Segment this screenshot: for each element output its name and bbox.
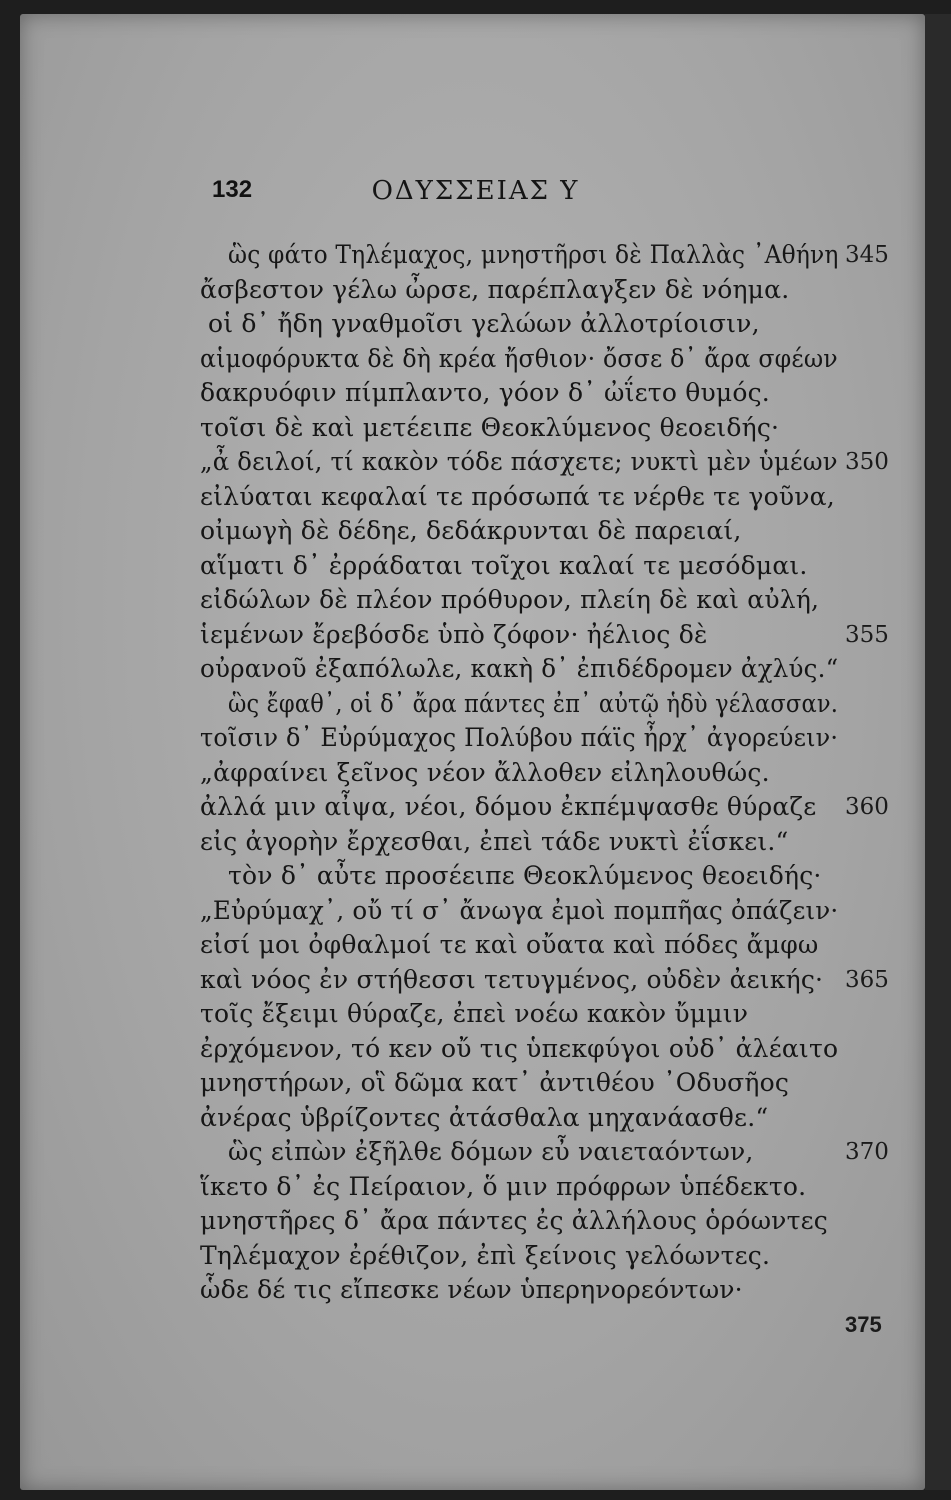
line-number: 375 [845, 1311, 882, 1337]
verse-line: ἱεμένων ἔρεβόσδε ὑπὸ ζόφον· ἠέλιος δὲ [200, 619, 708, 649]
verse-line: ἄσβεστον γέλω ὦρσε, παρέπλαγξεν δὲ νόημα. [200, 274, 790, 304]
page-number: 132 [212, 176, 253, 203]
verse-line: ἀνέρας ὑβρίζοντες ἀτάσθαλα μηχανάασθε.“ [200, 1102, 769, 1132]
verse-line: εἰλύαται κεφαλαί τε πρόσωπά τε νέρθε τε γοῦνα, [200, 481, 835, 511]
verse-line: οἱ δ᾿ ἤδη γναθμοῖσι γελώων ἀλλοτρίοισιν, [208, 309, 760, 338]
verse-line: μνηστήρων, οἳ δῶμα κατ᾿ ἀντιθέου ᾿Οδυσῆος [200, 1068, 790, 1097]
verse-line: καὶ νόος ἐν στήθεσσι τετυγμένος, οὐδὲν ἀεικής· [200, 964, 824, 994]
verse-line: „Εὐρύμαχ᾿, οὔ τί σ᾿ ἄνωγα ἐμοὶ πομπῆας ὀπάζειν· [200, 895, 839, 925]
page-header [0, 176, 951, 216]
verse-line: τοῖσι δὲ καὶ μετέειπε Θεοκλύμενος θεοειδής· [200, 412, 780, 442]
verse-line: ὣς φάτο Τηλέμαχος, μνηστῆρσι δὲ Παλλὰς ᾿Αθήνη [228, 240, 839, 269]
line-number: 370 [845, 1139, 889, 1165]
verse-line: ἵκετο δ᾿ ἐς Πείραιον, ὅ μιν πρόφρων ὑπέδεκτο. [200, 1171, 807, 1201]
verse-line: τοῖς ἔξειμι θύραζε, ἐπεὶ νοέω κακὸν ὔμμιν [200, 999, 749, 1028]
verse-line: οἰμωγὴ δὲ δέδηε, δεδάκρυνται δὲ παρειαί, [200, 516, 742, 545]
running-title: ΟΔΥΣΣΕΙΑΣ Υ [371, 176, 580, 206]
verse-line: οὐρανοῦ ἐξαπόλωλε, κακὴ δ᾿ ἐπιδέδρομεν ἀχλύς.“ [200, 654, 839, 683]
verse-line: „ἆ δειλοί, τί κακὸν τόδε πάσχετε; νυκτὶ μὲν ὑμέων [200, 447, 838, 476]
verse-line: δακρυόφιν πίμπλαντο, γόον δ᾿ ὠΐετο θυμός. [200, 378, 770, 407]
verse-line: εἰς ἀγορὴν ἔρχεσθαι, ἐπεὶ τάδε νυκτὶ ἐΐσκει.“ [200, 826, 789, 856]
verse-line: μνηστῆρες δ᾿ ἄρα πάντες ἐς ἀλλήλους ὁρόωντες [200, 1206, 828, 1235]
verse-line: ὧδε δέ τις εἴπεσκε νέων ὑπερηνορεόντων· [200, 1275, 743, 1304]
page-edge-shadow [925, 14, 951, 1490]
verse-line: τὸν δ᾿ αὖτε προσέειπε Θεοκλύμενος θεοειδής· [228, 861, 822, 890]
line-number: 350 [845, 449, 889, 475]
verse-line: ἐρχόμενον, τό κεν οὔ τις ὑπεκφύγοι οὐδ᾿ ἀλέαιτο [200, 1033, 839, 1063]
verse-line: Τηλέμαχον ἐρέθιζον, ἐπὶ ξείνοις γελόωντες. [200, 1240, 771, 1270]
verse-line: ὣς εἰπὼν ἐξῆλθε δόμων εὖ ναιεταόντων, [228, 1137, 754, 1166]
line-number: 365 [845, 966, 889, 993]
verse-line: ἀλλά μιν αἶψα, νέοι, δόμου ἐκπέμψασθε θύραζε [200, 792, 817, 821]
verse-line: αἱμοφόρυκτα δὲ δὴ κρέα ἤσθιον· ὄσσε δ᾿ ἄρα σφέων [200, 343, 838, 373]
verse-line: τοῖσιν δ᾿ Εὐρύμαχος Πολύβου πάϊς ἦρχ᾿ ἀγορεύειν· [200, 723, 839, 752]
line-number: 355 [845, 621, 889, 648]
verse-line: ὣς ἔφαθ᾿, οἱ δ᾿ ἄρα πάντες ἐπ᾿ αὐτῷ ἡδὺ γέλασσαν. [228, 688, 839, 718]
verse-line: εἰσί μοι ὀφθαλμοί τε καὶ οὔατα καὶ πόδες ἄμφω [200, 930, 819, 959]
verse-line: αἵματι δ᾿ ἐρράδαται τοῖχοι καλαί τε μεσόδμαι. [200, 550, 808, 580]
line-number: 360 [845, 794, 889, 820]
verse-line: „ἀφραίνει ξεῖνος νέον ἄλλοθεν εἰληλουθώς. [200, 757, 770, 787]
verse-line: εἰδώλων δὲ πλέον πρόθυρον, πλείη δὲ καὶ αὐλή, [200, 585, 820, 614]
line-number: 345 [845, 242, 889, 268]
